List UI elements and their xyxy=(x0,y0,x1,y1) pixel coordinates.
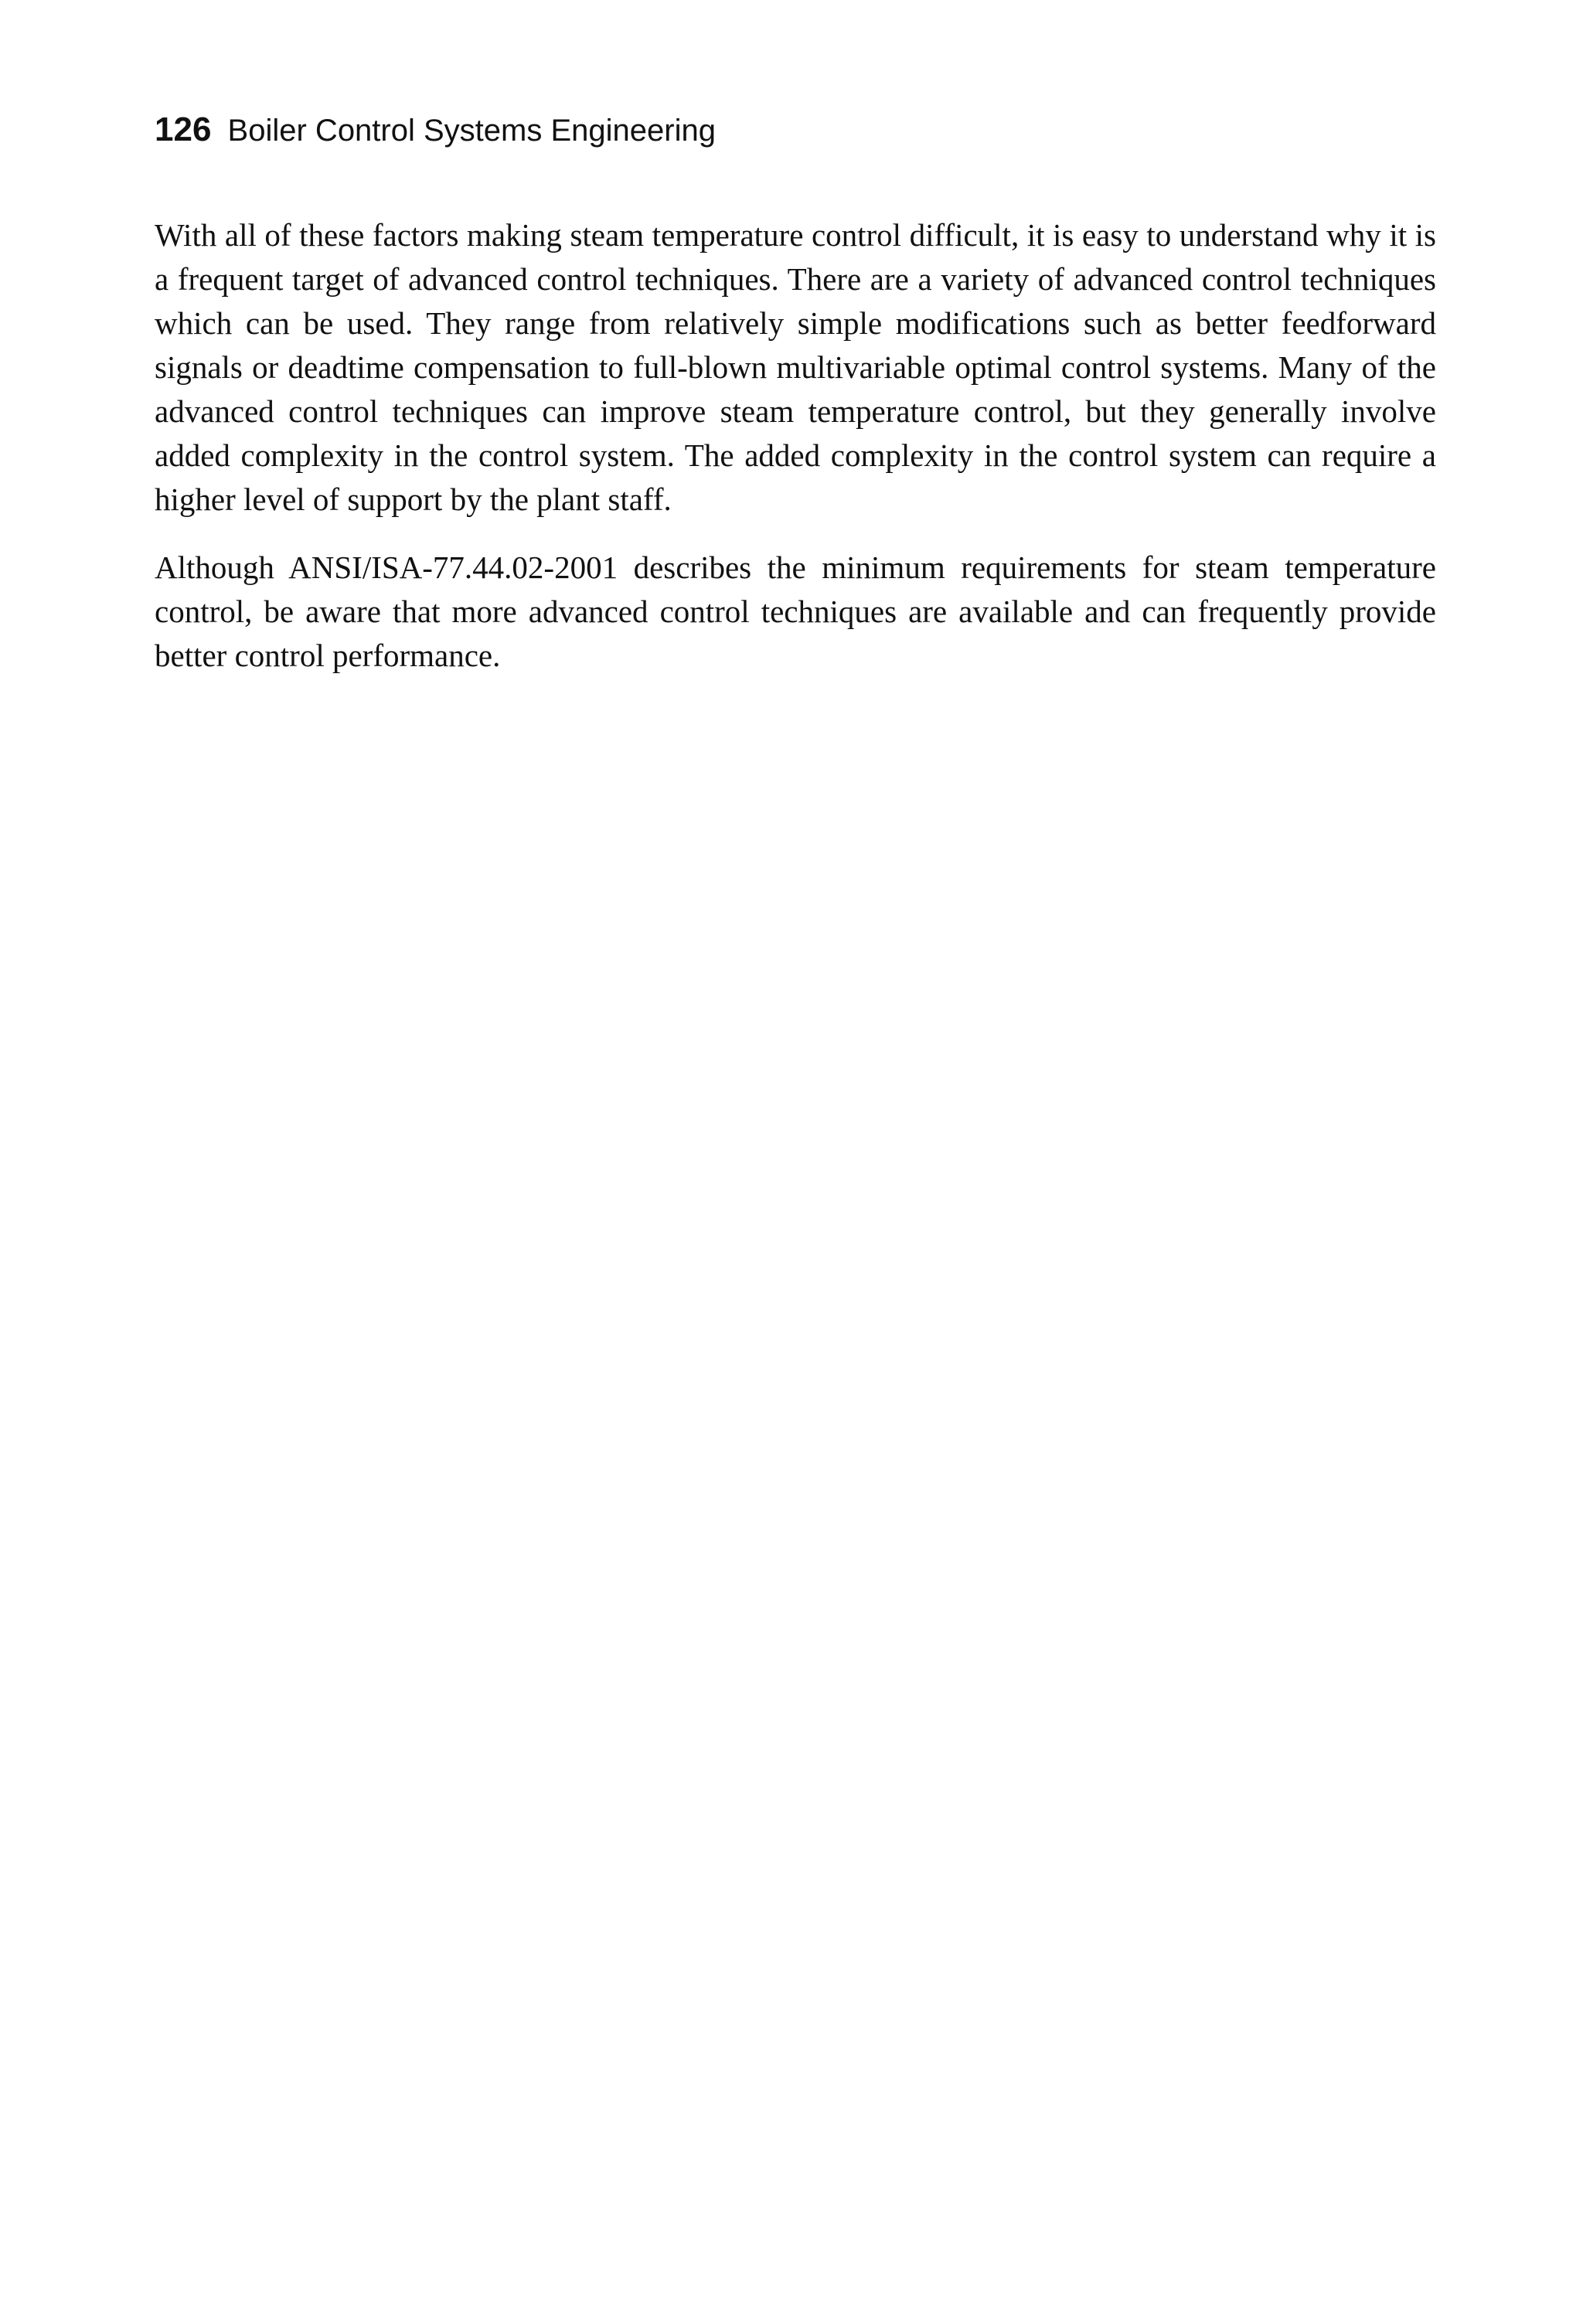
book-title: Boiler Control Systems Engineering xyxy=(227,114,716,148)
running-header xyxy=(155,107,716,153)
body-paragraph-1 xyxy=(155,213,1436,522)
paragraph-text: With all of these factors making steam temperature control difficult, it is easy to understand why it is a frequent target of advanced control techniques. There are a variety of advanced control techniques which can be used. They range from relatively simple modifications such as better feedforward signals or deadtime compensation to full-blown multivariable optimal control systems. Many of the advanced control techniques can improve steam temperature control, but they generally involve added complexity in the control system. The added complexity in the control system can require a higher level of support by the plant staff. xyxy=(155,217,1436,517)
page-number: 126 xyxy=(155,111,212,148)
paragraph-text: Although ANSI/ISA-77.44.02-2001 describes the minimum requirements for steam temperature control, be aware that more advanced control techniques are available and can frequently provide better control performance. xyxy=(155,550,1436,673)
body-paragraph-2 xyxy=(155,546,1436,678)
